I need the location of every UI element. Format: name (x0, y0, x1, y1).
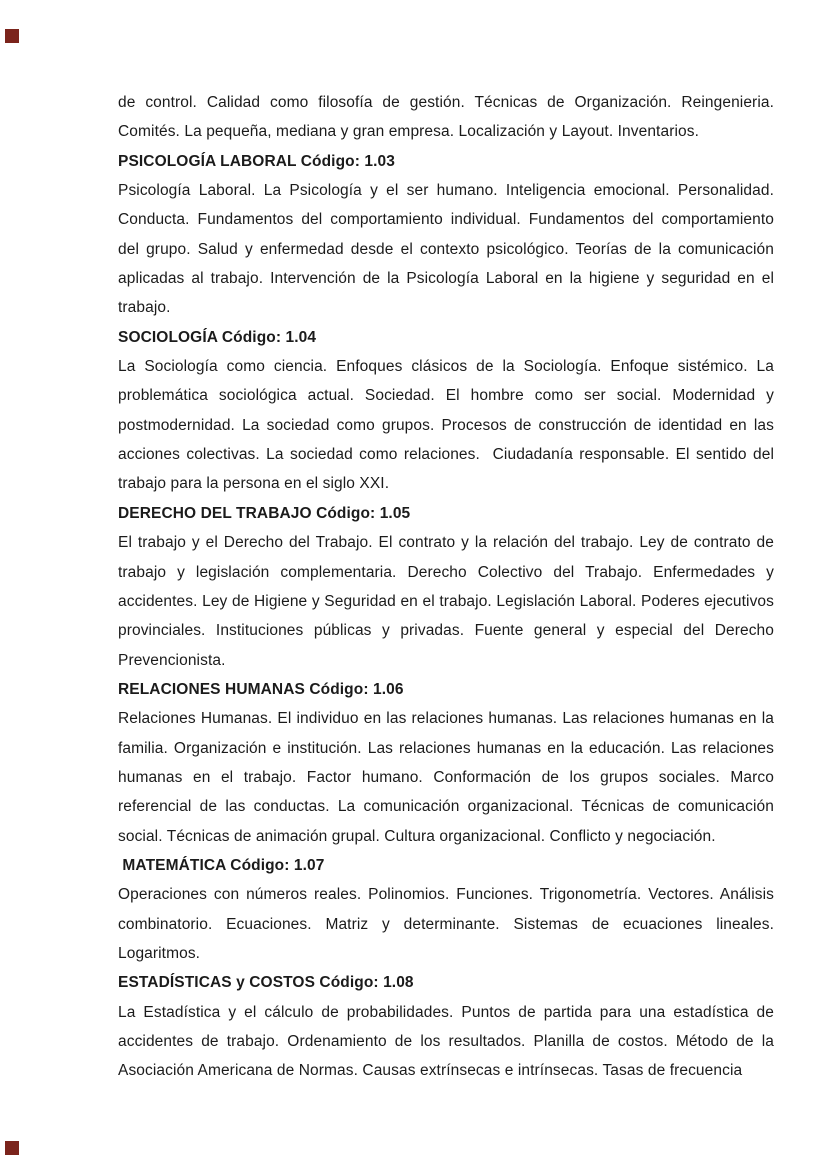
heading-relaciones-humanas: RELACIONES HUMANAS Código: 1.06 (118, 680, 404, 698)
heading-derecho-del-trabajo: DERECHO DEL TRABAJO Código: 1.05 (118, 504, 411, 522)
heading-matematica: MATEMÁTICA Código: 1.07 (118, 856, 325, 874)
heading-estadisticas-y-costos: ESTADÍSTICAS y COSTOS Código: 1.08 (118, 974, 414, 992)
paragraph-estadisticas-y-costos: La Estadística y el cálculo de probabilidades. Puntos de partida para una estadística de accidentes de trabajo. Ordenamiento de los resultados. Planilla de costos. Método de la Asociación Americana de Normas. Causas extrínsecas e intrínsecas. Tasas de frecuencia (118, 1003, 779, 1080)
heading-sociologia: SOCIOLOGÍA Código: 1.04 (118, 328, 317, 346)
paragraph-psicologia-laboral: Psicología Laboral. La Psicología y el ser humano. Inteligencia emocional. Personalidad. Conducta. Fundamentos del comportamiento individual. Fundamentos del comportamiento del grupo. Salud y enfermedad desde el contexto psicológico. Teorías de la comunicación aplicadas al trabajo. Intervención de la Psicología Laboral en la higiene y seguridad en el trabajo. (118, 182, 779, 317)
paragraph-matematica: Operaciones con números reales. Polinomios. Funciones. Trigonometría. Vectores. Análisis combinatorio. Ecuaciones. Matriz y determinante. Sistemas de ecuaciones lineales. Logaritmos. (118, 886, 779, 962)
paragraph-course-admin-continuation: de control. Calidad como filosofía de gestión. Técnicas de Organización. Reingenieria. Comités. La pequeña, mediana y gran empresa. Localización y Layout. Inventarios. (118, 94, 779, 141)
page-corner-marker-bottom (5, 1141, 19, 1155)
page-corner-marker-top (5, 29, 19, 43)
paragraph-derecho-del-trabajo: El trabajo y el Derecho del Trabajo. El contrato y la relación del trabajo. Ley de contrato de trabajo y legislación complementaria. Derecho Colectivo del Trabajo. Enfermedades y accidentes. Ley de Higiene y Seguridad en el trabajo. Legislación Laboral. Poderes ejecutivos provinciales. Instituciones públicas y privadas. Fuente general y especial del Derecho Prevencionista. (118, 534, 779, 669)
document-body (118, 88, 779, 1086)
paragraph-relaciones-humanas: Relaciones Humanas. El individuo en las relaciones humanas. Las relaciones humanas en la familia. Organización e institución. Las relaciones humanas en la educación. Las relaciones humanas en el trabajo. Factor humano. Conformación de los grupos sociales. Marco referencial de las conductas. La comunicación organizacional. Técnicas de comunicación social. Técnicas de animación grupal. Cultura organizacional. Conflicto y negociación. (118, 710, 779, 845)
paragraph-sociologia: La Sociología como ciencia. Enfoques clásicos de la Sociología. Enfoque sistémico. La problemática sociológica actual. Sociedad. El hombre como ser social. Modernidad y postmodernidad. La sociedad como grupos. Procesos de construcción de identidad en las acciones colectivas. La sociedad como relaciones. Ciudadanía responsable. El sentido del trabajo para la persona en el siglo XXI. (118, 358, 779, 493)
heading-psicologia-laboral: PSICOLOGÍA LABORAL Código: 1.03 (118, 152, 395, 170)
